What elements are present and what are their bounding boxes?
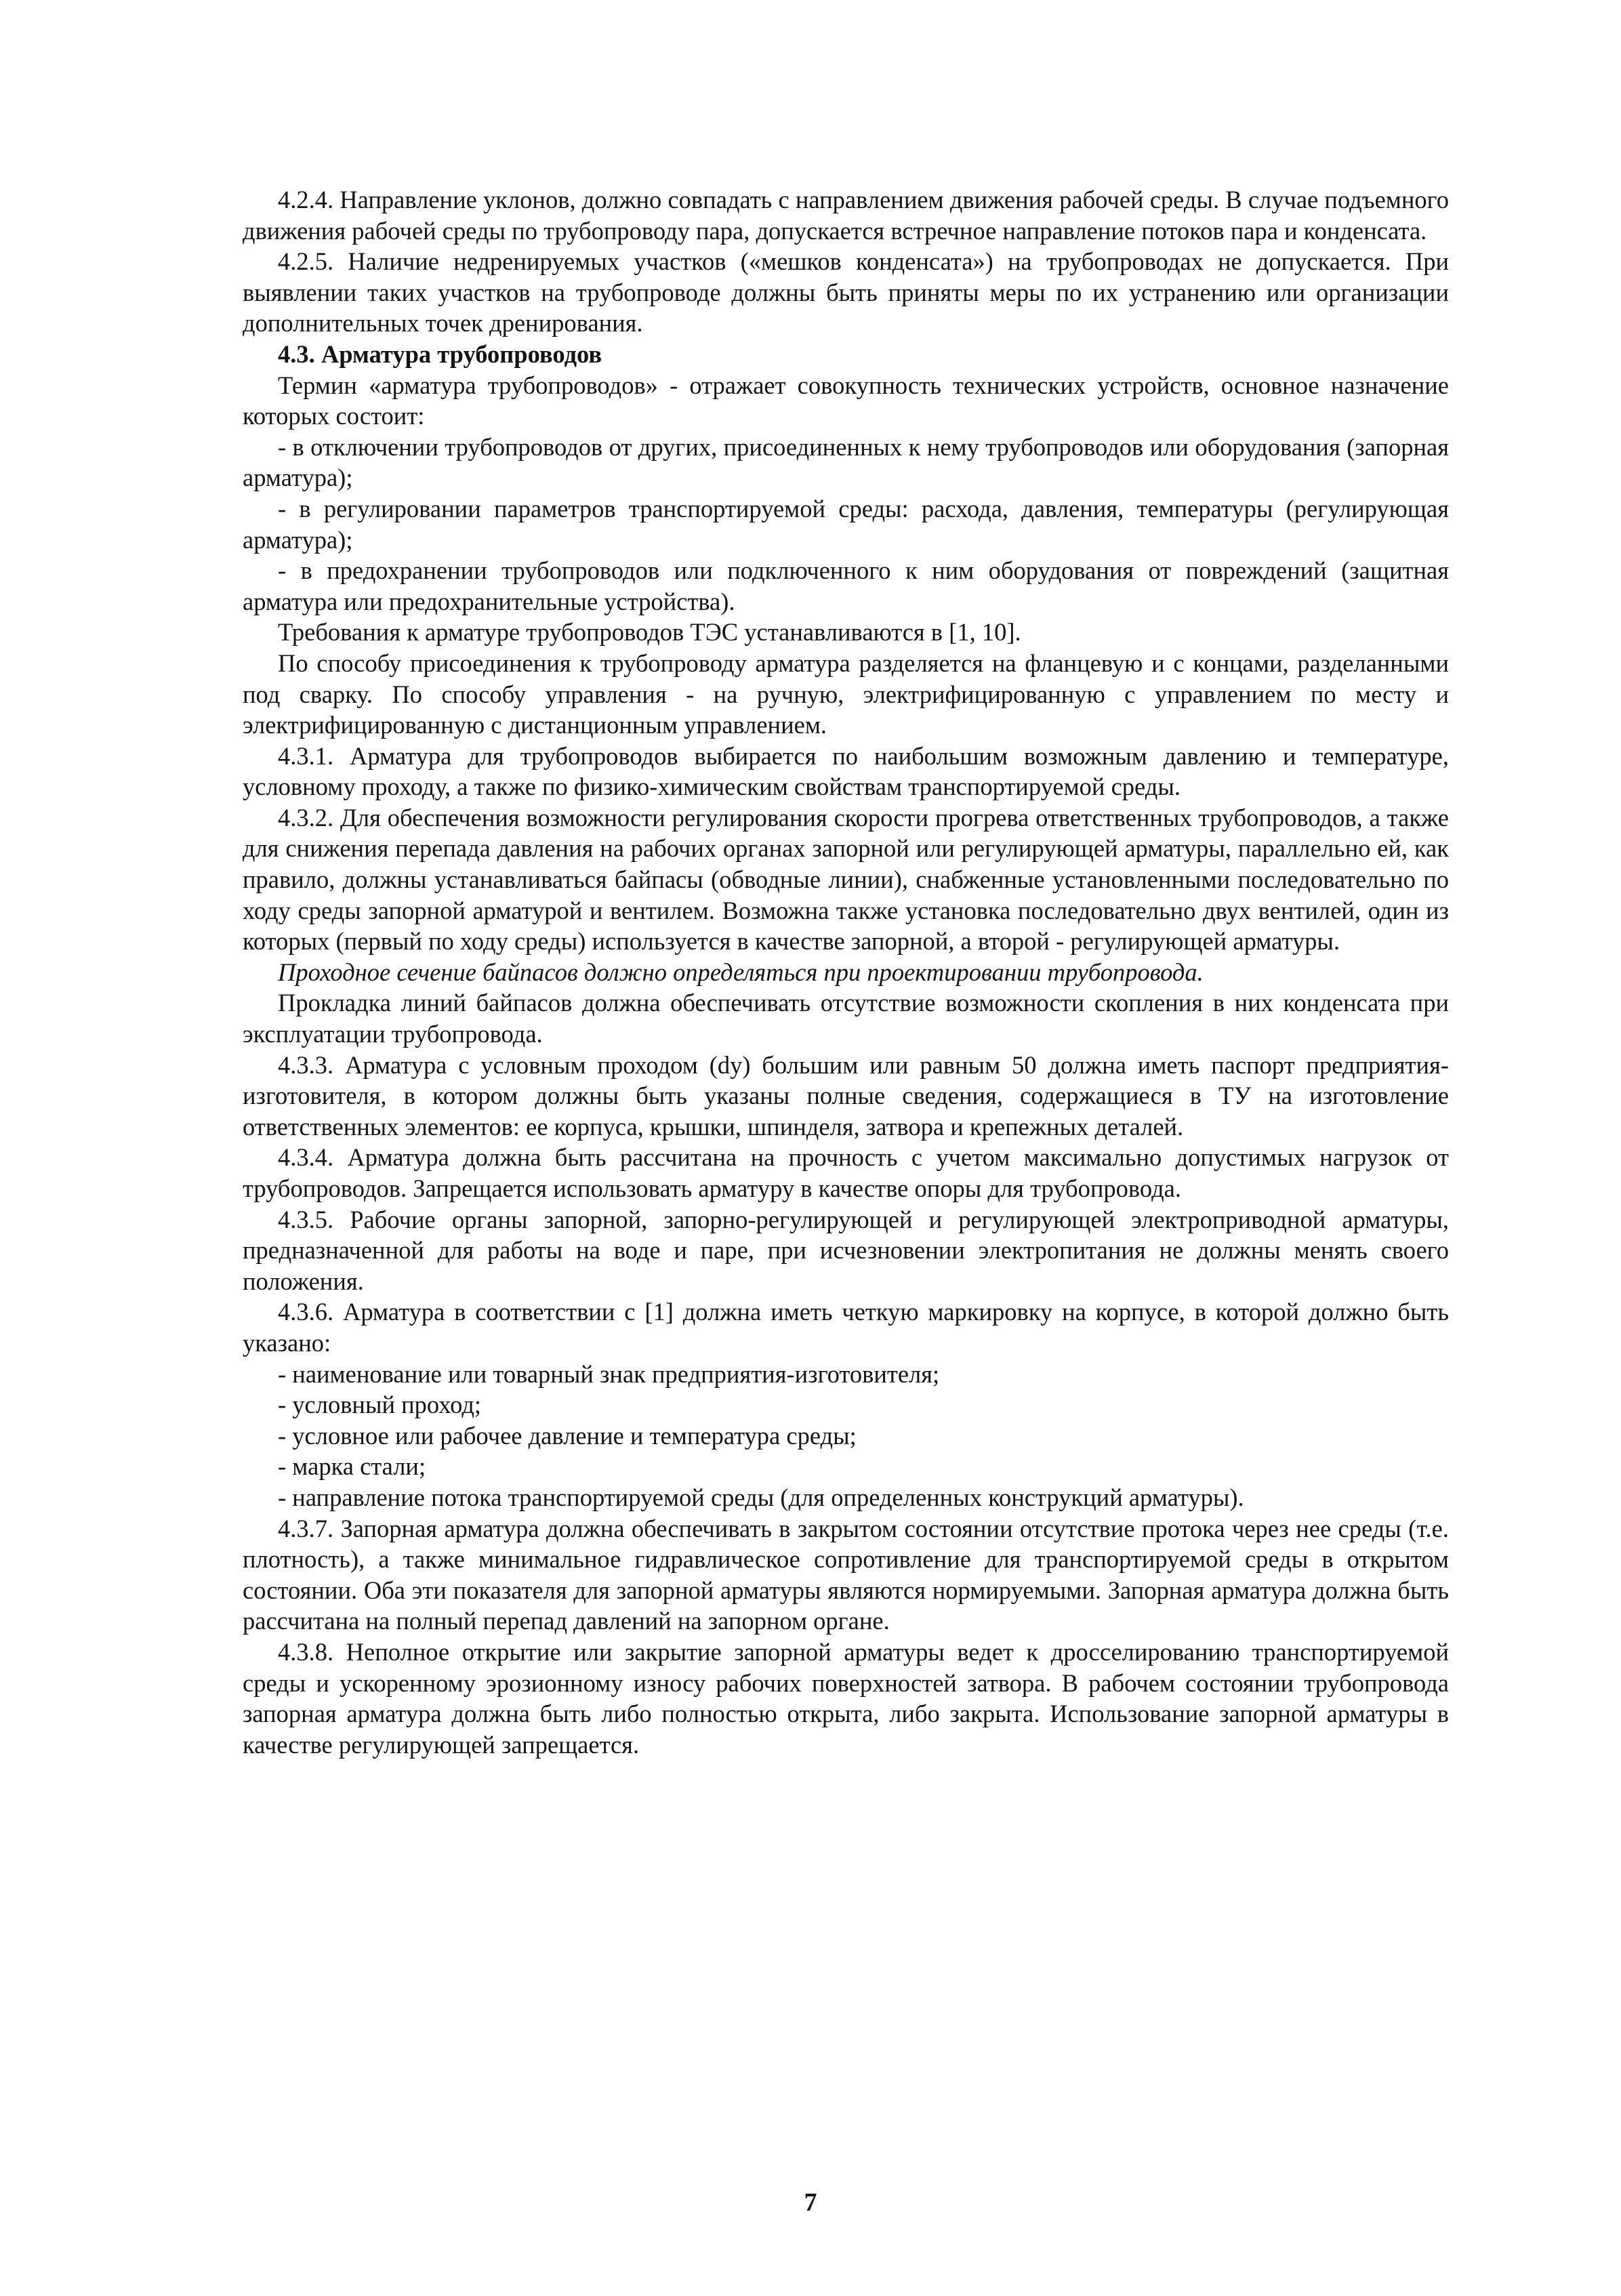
paragraph-4-3-5: 4.3.5. Рабочие органы запорной, запорно-регулирующей и регулирующей электроприводной арматуры, предназначенной для работы на воде и паре, при исчезновении электропитания не должны менять своего положения. — [243, 1205, 1449, 1295]
list-item-regulating: - в регулировании параметров транспортируемой среды: расхода, давления, температуры (регулирующая арматура); — [243, 494, 1449, 554]
paragraph-4-3-7: 4.3.7. Запорная арматура должна обеспечивать в закрытом состоянии отсутствие протока через нее среды (т.е. плотность), а также минимальное гидравлическое сопротивление для транспортируемой среды в открытом состоянии. Оба эти показателя для запорной арматуры являются нормируемыми. Запорная арматура должна быть рассчитана на полный перепад давлений на запорном органе. — [243, 1514, 1449, 1635]
paragraph-bypass-lines: Прокладка линий байпасов должна обеспечивать отсутствие возможности скопления в них конденсата при эксплуатации трубопровода. — [243, 989, 1449, 1048]
list-item-protective: - в предохранении трубопроводов или подключенного к ним оборудования от повреждений (защитная арматура или предохранительные устройства). — [243, 556, 1449, 615]
paragraph-4-3-3: 4.3.3. Арматура с условным проходом (dy) большим или равным 50 должна иметь паспорт предприятия-изготовителя, в котором должны быть указаны полные сведения, содержащиеся в ТУ на изготовление ответственных элементов: ее корпуса, крышки, шпинделя, затвора и крепежных деталей. — [243, 1050, 1449, 1141]
paragraph-term-definition: Термин «арматура трубопроводов» - отражает совокупность технических устройств, основное назначение которых состоит: — [243, 371, 1449, 430]
paragraph-4-3-2: 4.3.2. Для обеспечения возможности регулирования скорости прогрева ответственных трубопроводов, а также для снижения перепада давления на рабочих органах запорной или регулирующей арматуры, параллельно ей, как правило, должны устанавливаться байпасы (обводные линии), снабженные установленными последовательно по ходу среды запорной арматурой и вентилем. Возможна также установка последовательно двух вентилей, один из которых (первый по ходу среды) используется в качестве запорной, а второй - регулирующей арматуры. — [243, 803, 1449, 956]
list-item-flow-direction: - направление потока транспортируемой среды (для определенных конструкций арматуры). — [278, 1483, 1244, 1511]
paragraph-4-2-5: 4.2.5. Наличие недренируемых участков («мешков конденсата») на трубопроводах не допускается. При выявлении таких участков на трубопроводе должны быть приняты меры по их устранению или организации дополнительных точек дренирования. — [243, 247, 1449, 337]
paragraph-4-2-4: 4.2.4. Направление уклонов, должно совпадать с направлением движения рабочей среды. В случае подъемного движения рабочей среды по трубопроводу пара, допускается встречное направление потоков пара и конденсата. — [243, 186, 1449, 245]
paragraph-4-3-1: 4.3.1. Арматура для трубопроводов выбирается по наибольшим возможным давлению и температуре, условному проходу, а также по физико-химическим свойствам транспортируемой среды. — [243, 741, 1449, 801]
list-item-shutoff: - в отключении трубопроводов от других, присоединенных к нему трубопроводов или оборудования (запорная арматура); — [243, 432, 1449, 492]
paragraph-bypass-section: Проходное сечение байпасов должно определяться при проектировании трубопровода. — [278, 958, 1204, 986]
paragraph-4-3-6: 4.3.6. Арматура в соответствии с [1] должна иметь четкую маркировку на корпусе, в которой должно быть указано: — [243, 1298, 1449, 1357]
list-item-pressure-temperature: - условное или рабочее давление и температура среды; — [278, 1421, 857, 1450]
paragraph-4-3-4: 4.3.4. Арматура должна быть рассчитана на прочность с учетом максимально допустимых нагрузок от трубопроводов. Запрещается использовать арматуру в качестве опоры для трубопровода. — [243, 1143, 1449, 1202]
page-number: 7 — [804, 2188, 817, 2217]
list-item-steel-grade: - марка стали; — [278, 1452, 426, 1481]
list-item-nominal-bore: - условный проход; — [278, 1391, 482, 1419]
document-body — [243, 184, 1449, 1760]
list-item-manufacturer-mark: - наименование или товарный знак предприятия-изготовителя; — [278, 1359, 940, 1388]
paragraph-4-3-8: 4.3.8. Неполное открытие или закрытие запорной арматуры ведет к дросселированию транспортируемой среды и ускоренному эрозионному износу рабочих поверхностей затвора. В рабочем состоянии трубопровода запорная арматура должна быть либо полностью открыта, либо закрыта. Использование запорной арматуры в качестве регулирующей запрещается. — [243, 1637, 1449, 1759]
section-heading-4-3: 4.3. Арматура трубопроводов — [278, 340, 602, 368]
paragraph-connection-method: По способу присоединения к трубопроводу арматура разделяется на фланцевую и с концами, разделанными под сварку. По способу управления - на ручную, электрифицированную с управлением по месту и электрифицированную с дистанционным управлением. — [243, 649, 1449, 739]
paragraph-requirements: Требования к арматуре трубопроводов ТЭС устанавливаются в [1, 10]. — [278, 618, 1021, 647]
